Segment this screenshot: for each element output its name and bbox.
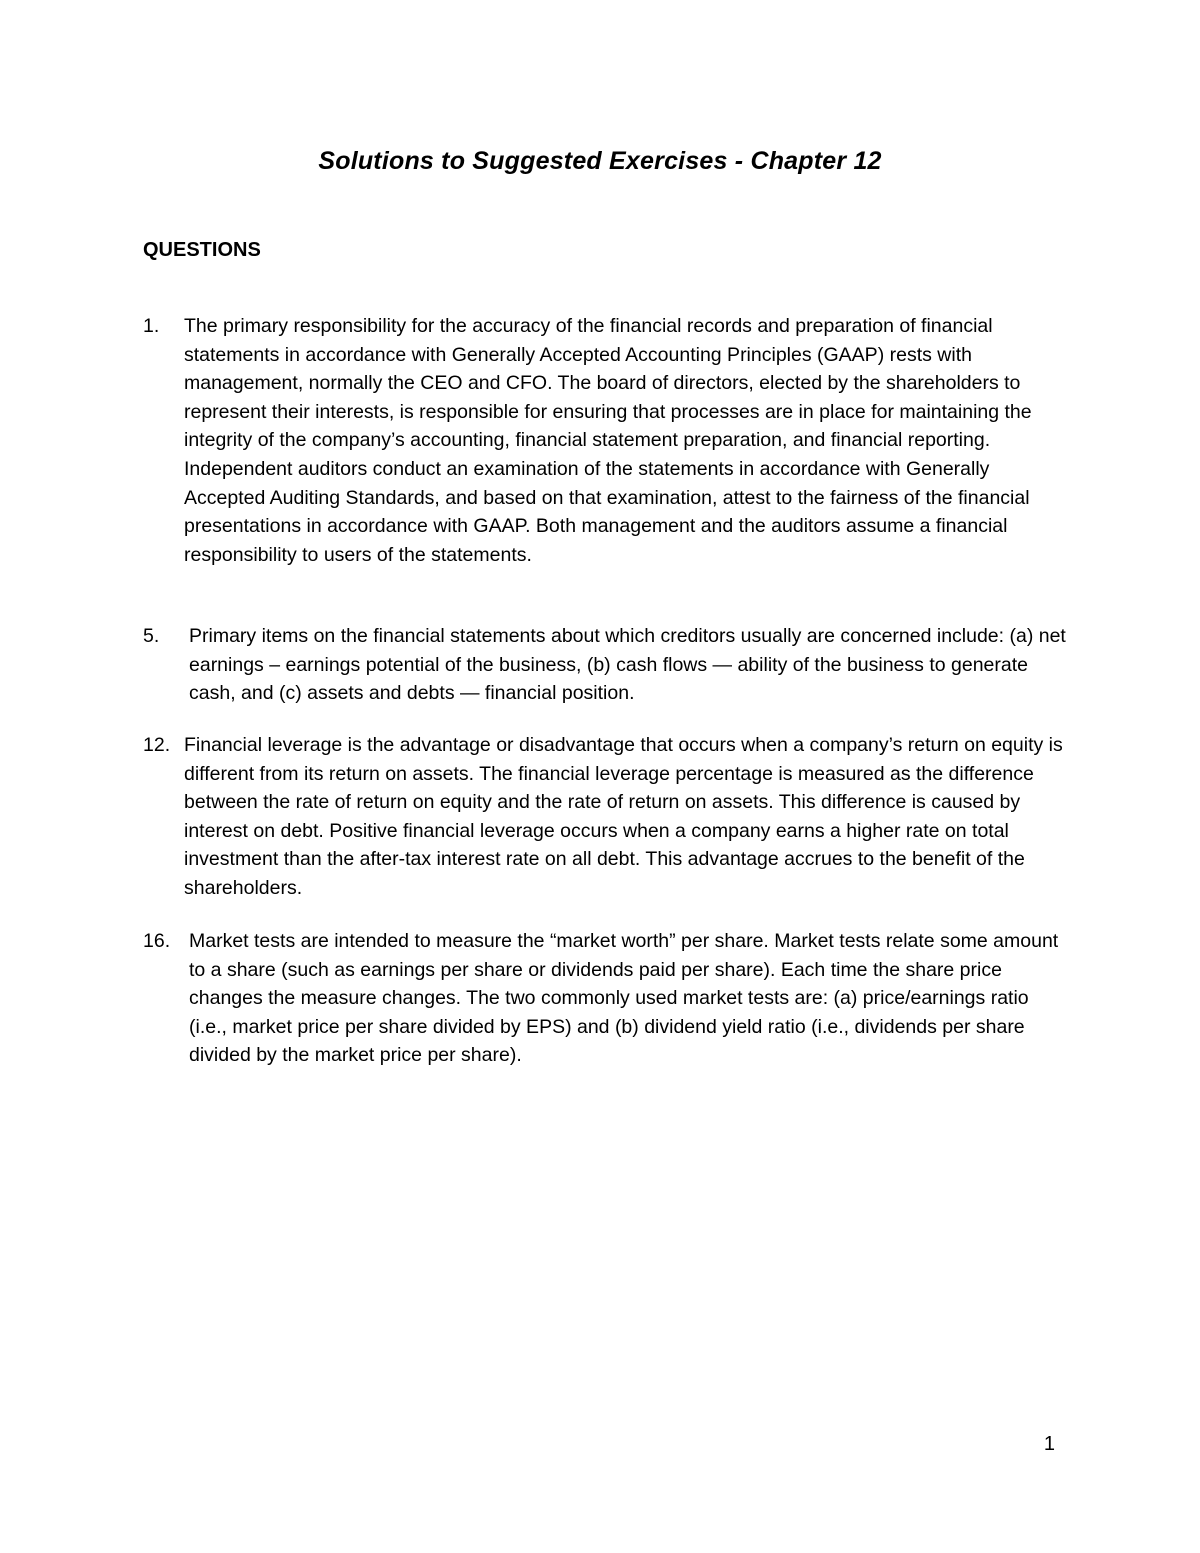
question-answer-text: Financial leverage is the advantage or disadvantage that occurs when a company’s return on equity is different from its return on assets. The financial leverage percentage is measured as the difference between the rate of return on equity and the rate of return on assets. This difference is caused by interest on debt. Positive financial leverage occurs when a company earns a higher rate on total investment than the after-tax interest rate on all debt. This advantage accrues to the benefit of the shareholders.	[184, 734, 1063, 899]
question-answer-text: Primary items on the financial statements about which creditors usually are concerned include: (a) net earnings – earnings potential of the business, (b) cash flows — ability of the business to generate cash, and (c) assets and debts — financial position.	[189, 625, 1066, 705]
question-number: 5.	[143, 625, 160, 647]
question-answer-text: Market tests are intended to measure the “market worth” per share. Market tests relate some amount to a share (such as earnings per share or dividends paid per share). Each time the share price changes the measure changes. The two commonly used market tests are: (a) price/earnings ratio (i.e., market price per share divided by EPS) and (b) dividend yield ratio (i.e., dividends per share divided by the market price per share).	[189, 930, 1059, 1067]
section-heading-questions: QUESTIONS	[143, 239, 261, 261]
question-number: 16.	[143, 930, 171, 952]
question-number: 1.	[143, 315, 160, 337]
page-number: 1	[1043, 1433, 1055, 1455]
document-title: Solutions to Suggested Exercises - Chapter 12	[318, 147, 882, 175]
question-number: 12.	[143, 734, 171, 756]
question-answer-text: The primary responsibility for the accuracy of the financial records and preparation of financial statements in accordance with Generally Accepted Accounting Principles (GAAP) rests with management, normally the CEO and CFO. The board of directors, elected by the shareholders to represent their interests, is responsible for ensuring that processes are in place for maintaining the integrity of the company’s accounting, financial statement preparation, and financial reporting. Independent auditors conduct an examination of the statements in accordance with Generally Accepted Auditing Standards, and based on that examination, attest to the fairness of the financial presentations in accordance with GAAP. Both management and the auditors assume a financial responsibility to users of the statements.	[184, 315, 1032, 566]
